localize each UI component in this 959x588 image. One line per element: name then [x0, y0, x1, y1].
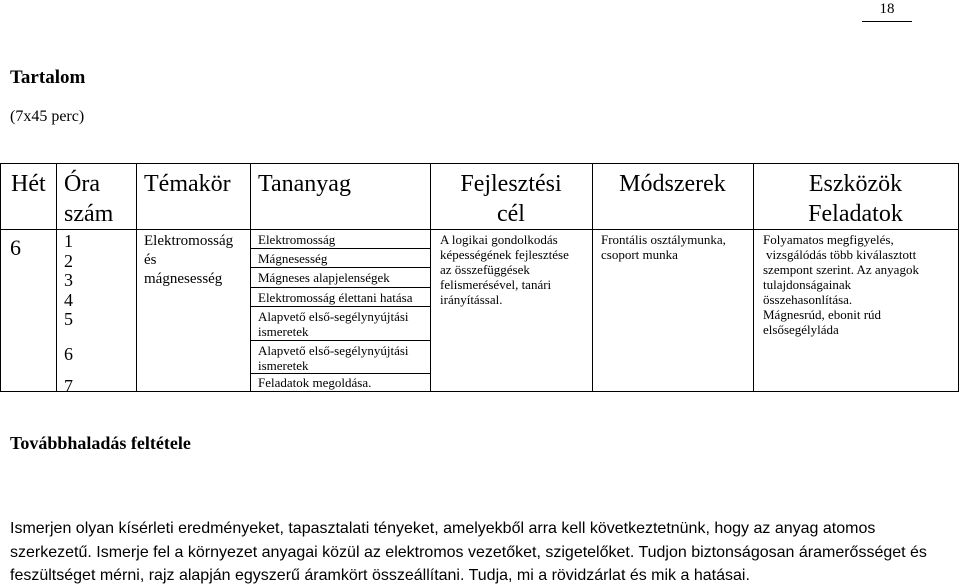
goal-line: felismerésével, tanári: [440, 277, 552, 292]
header-topic: Témakör: [144, 171, 231, 197]
page-subtitle: (7x45 perc): [10, 108, 85, 125]
hour-cell: 6: [64, 344, 73, 364]
tools-line: szempont szerint. Az anyagok: [763, 262, 919, 277]
goal-line: irányítással.: [440, 292, 503, 307]
table-header-divider: [0, 229, 959, 230]
table-bottom-border: [0, 391, 959, 392]
curriculum-item: [258, 309, 409, 339]
methods-cell: [601, 232, 726, 262]
header-tasks: Feladatok: [808, 201, 903, 227]
header-methods: Módszerek: [619, 171, 726, 197]
goal-line: az összefüggések: [440, 262, 530, 277]
row-divider: [250, 373, 430, 374]
header-week: Hét: [11, 171, 46, 197]
table-top-border: [0, 163, 959, 164]
hour-cell: 1: [64, 231, 73, 251]
col-border: [136, 163, 137, 392]
curriculum-line: Alapvető első-segélynyújtási: [258, 309, 409, 324]
tools-cell: [763, 232, 919, 337]
curriculum-line: ismeretek: [258, 324, 309, 339]
methods-line: Frontális osztálymunka,: [601, 232, 726, 247]
progress-title: Továbbhaladás feltétele: [10, 433, 191, 453]
tools-line: Mágnesrúd, ebonit rúd: [763, 307, 882, 322]
goal-cell: [440, 232, 569, 307]
curriculum-item: Elektromosság: [258, 232, 336, 247]
methods-line: csoport munka: [601, 247, 678, 262]
header-tools: Eszközök: [808, 171, 903, 197]
col-border: [250, 163, 251, 392]
hour-cell: 2: [64, 251, 73, 271]
row-divider: [250, 267, 430, 268]
row-divider: [250, 287, 430, 288]
hour-cell: 3: [64, 270, 73, 290]
curriculum-item: Feladatok megoldása.: [258, 375, 372, 390]
topic-cell: [144, 232, 233, 289]
col-border: [0, 163, 1, 392]
hour-cell: 5: [64, 309, 73, 329]
row-divider: [250, 306, 430, 307]
header-hour: Óra: [64, 171, 100, 197]
tools-line: összehasonlítása.: [763, 292, 853, 307]
curriculum-item: Mágnesesség: [258, 251, 328, 266]
topic-line: mágnesesség: [144, 271, 223, 287]
topic-line: és: [144, 252, 157, 268]
col-border: [56, 163, 57, 392]
curriculum-item: Elektromosság élettani hatása: [258, 290, 413, 305]
curriculum-item: Mágneses alapjelenségek: [258, 270, 390, 285]
hour-cell: 4: [64, 290, 73, 310]
curriculum-line: Alapvető első-segélynyújtási: [258, 343, 409, 358]
goal-line: A logikai gondolkodás: [440, 232, 558, 247]
tools-line: Folyamatos megfigyelés,: [763, 232, 894, 247]
row-divider: [250, 248, 430, 249]
tools-line: vizsgálódás több kiválasztott: [766, 247, 917, 262]
page-number: 18: [862, 0, 912, 22]
page-title: Tartalom: [10, 67, 86, 88]
tools-line: tulajdonságainak: [763, 277, 852, 292]
header-development: Fejlesztési: [460, 171, 562, 197]
curriculum-item: [258, 343, 409, 373]
tools-line: elsősegélyláda: [763, 322, 839, 337]
goal-line: képességének fejlesztése: [440, 247, 569, 262]
header-goal: cél: [497, 201, 525, 227]
week-number: 6: [10, 235, 21, 260]
curriculum-line: ismeretek: [258, 358, 309, 373]
hour-cell: 7: [64, 376, 73, 396]
topic-line: Elektromosság: [144, 233, 234, 249]
header-curriculum: Tananyag: [258, 171, 351, 197]
header-number: szám: [64, 201, 114, 227]
row-divider: [250, 340, 430, 341]
progress-text: Ismerjen olyan kísérleti eredményeket, tapasztalati tényeket, amelyekből arra kell következtetnünk, hogy az anyag atomos szerkezetű. Ismerje fel a környezet anyagai közül az elektromos vezetőket, szigetelőket. Tudjon biztonságosan áramerősséget és feszültséget mérni, rajz alapján egyszerű áramkört összeállítani. Tudja, mi a rövidzárlat és mik a hatásai.: [10, 520, 927, 584]
